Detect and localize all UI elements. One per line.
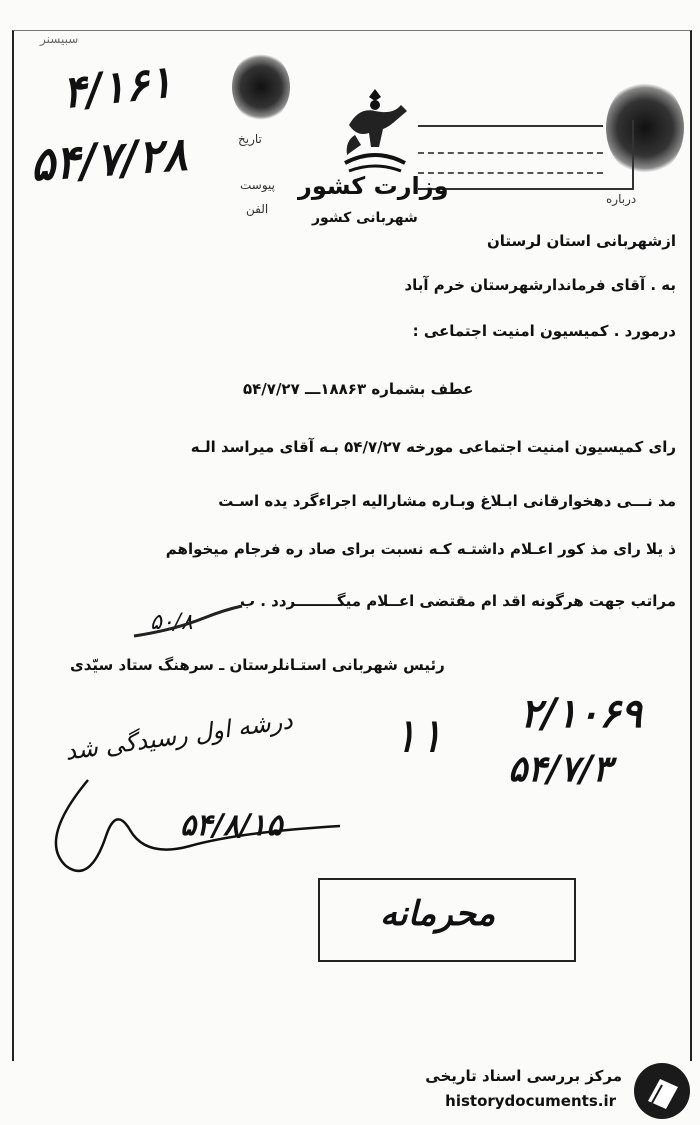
header-rule-vertical	[632, 120, 634, 190]
body-line-2: مد نـــی دهخوارقانی ابـلاغ وبـاره مشارالیه اجراءگرد یده اسـت	[218, 492, 676, 510]
body-line-1: رای کمیسیون امنیت اجتماعی مورخه ۵۴/۷/۲۷ بـه آقای میراسد الـه	[190, 438, 676, 456]
handwritten-initial-mark: ۱۱	[392, 708, 444, 764]
handwritten-margin-note: درشه اول رسیدگی شد	[63, 706, 295, 766]
ref-mark-stroke-icon	[128, 600, 248, 650]
date-label: تاریخ	[238, 132, 262, 146]
margin-note-top: سبیسنر	[40, 32, 79, 46]
handwritten-number-right: ۲/۱۰۶۹	[520, 690, 643, 737]
signature-line: رئیس شهربانی استـانلرستان ـ سرهنگ ستاد سیّدی	[70, 656, 445, 674]
handwritten-date-bottom: ۵۴/۸/۱۵	[180, 808, 283, 843]
body-line-3: ذ یلا رای مذ کور اعـلام داشتـه کـه نسبت برای صاد ره فرجام میخواهم	[165, 540, 676, 558]
header-rule-top	[418, 125, 603, 127]
subject-label: درباره	[606, 192, 637, 206]
handwritten-ref-mark: ۵۰/۸	[150, 610, 193, 635]
ink-stamp-left	[232, 52, 290, 122]
confidential-box	[318, 878, 576, 962]
lion-sun-emblem-icon	[335, 85, 415, 175]
source-logo-icon	[634, 1063, 690, 1119]
handwritten-date-right: ۵۴/۷/۳	[508, 748, 612, 790]
handwritten-date-top: ۵۴/۷/۲۸	[28, 126, 189, 192]
signature-flourish-icon	[28, 770, 358, 890]
ink-stamp-right	[606, 80, 684, 176]
confidential-label: محرمانه	[380, 894, 496, 934]
from-line: ازشهربانی استان لرستان	[486, 232, 676, 250]
source-url: historydocuments.ir	[445, 1092, 616, 1110]
header-dashes-1	[418, 152, 603, 154]
ministry-subtitle: شهربانی کشور	[312, 210, 418, 226]
to-line: به . آقای فرماندارشهرستان خرم آباد	[404, 276, 676, 294]
source-name: مرکز بررسی اسناد تاریخی	[425, 1067, 622, 1085]
body-line-4: مراتب جهت هرگونه اقد ام مقتضی اعــلام میگــــــــردد . ب	[239, 592, 676, 610]
subject-line: درمورد . کمیسیون امنیت اجتماعی :	[412, 322, 676, 340]
handwritten-number-top: ۴/۱۶۱	[59, 56, 175, 119]
attachment-value: الفن	[246, 202, 269, 216]
header-rule-bottom	[418, 188, 633, 190]
ministry-title: وزارت کشور	[298, 172, 449, 200]
reference-line: عطف بشماره ۱۸۸۶۳ـــ ۵۴/۷/۲۷	[243, 380, 474, 398]
attachment-label: پیوست	[240, 178, 275, 192]
